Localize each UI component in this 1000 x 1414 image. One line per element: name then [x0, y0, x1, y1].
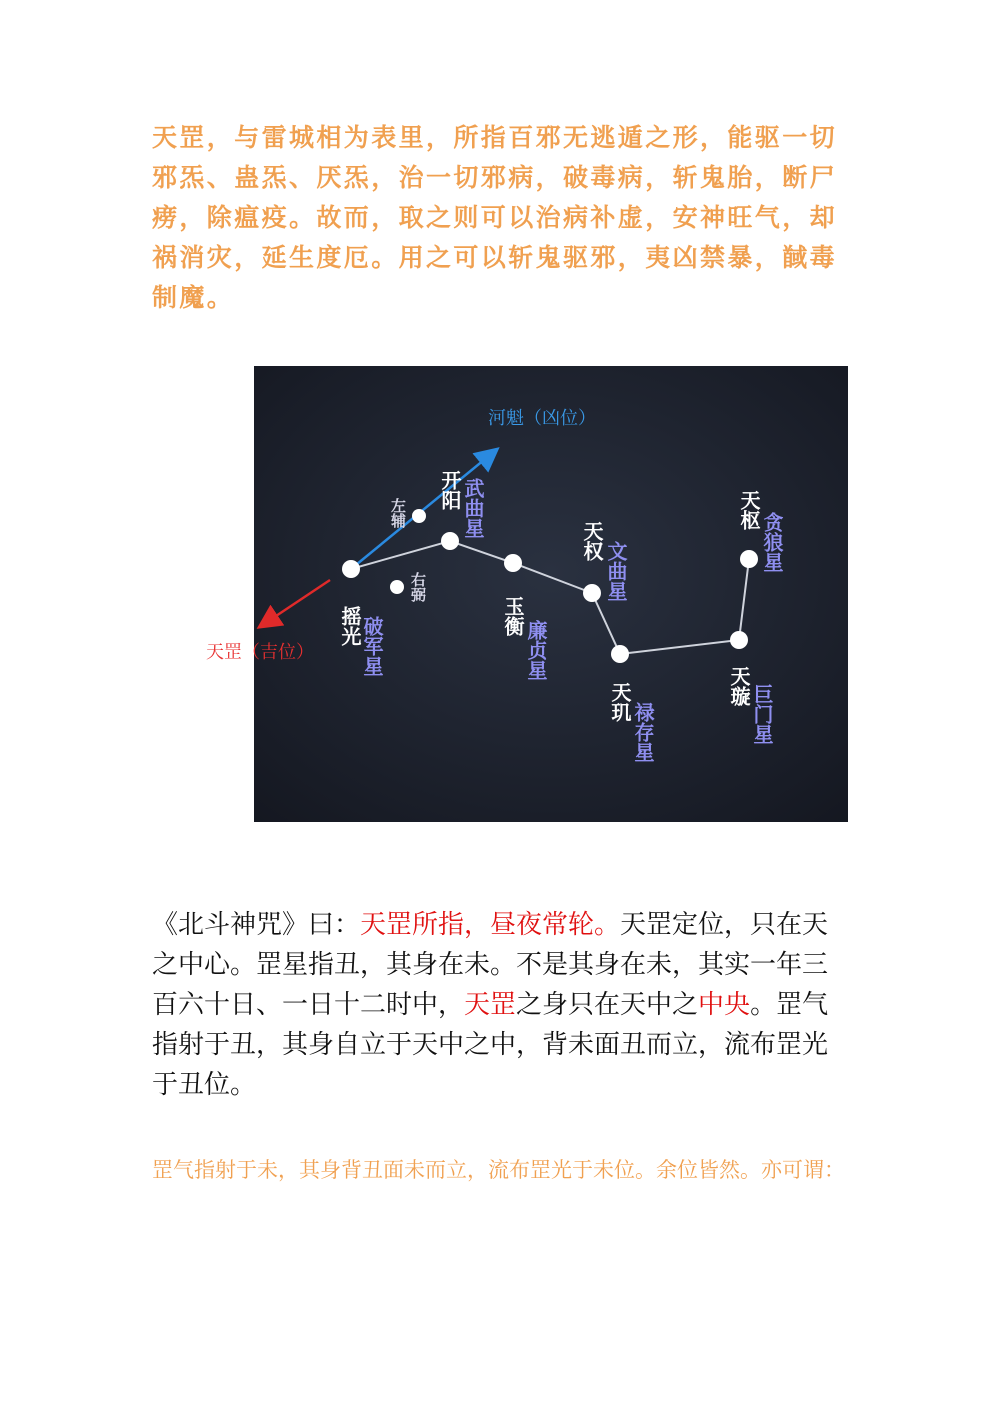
alias-yaoguang: 破军星 — [360, 616, 384, 676]
star-tianxuan — [730, 631, 748, 649]
star-yaoguang — [342, 560, 360, 578]
star-yuheng — [504, 554, 522, 572]
down-arrow-label: 天罡（吉位） — [206, 642, 314, 663]
star-kaiyang — [441, 532, 459, 550]
star-tianshu — [740, 550, 758, 568]
alias-tianquan: 文曲星 — [604, 541, 628, 601]
alias-kaiyang: 武曲星 — [461, 478, 485, 538]
quote-red-1: 天罡所指，昼夜常轮。 — [360, 910, 621, 940]
name-yaoguang: 摇光 — [338, 606, 362, 646]
name-tianxuan: 天璇 — [727, 666, 751, 706]
name-yuheng: 玉衡 — [501, 596, 525, 636]
name-youbi: 右弼 — [409, 572, 427, 602]
paragraph-orange-intro: 天罡，与雷城相为表里，所指百邪无逃遁之形，能驱一切邪炁、蛊炁、厌炁，治一切邪病，破毒病，斩鬼胎，断尸痨，除瘟疫。故而，取之则可以治病补虚，安神旺气，却祸消灾，延生度厄。用之可以斩鬼驱邪，夷凶禁暴，馘毒制魔。 — [152, 123, 838, 312]
name-tianquan: 天权 — [580, 521, 604, 561]
quote-part-2: 天罡定位，只在天之中心。罡星指丑，其身在未。不是其身在未，其实一年三百六十日、一日十二时中， — [152, 910, 829, 1020]
star-tianji — [611, 645, 629, 663]
name-tianshu: 天枢 — [737, 490, 761, 530]
up-arrow-label: 河魁（凶位） — [488, 408, 596, 429]
alias-tianshu: 贪狼星 — [760, 512, 784, 572]
alias-yuheng: 廉贞星 — [524, 620, 548, 680]
quote-part-3: 之身只在天中之 — [516, 990, 699, 1020]
paragraph-orange-closing: 罡气指射于未，其身背丑面未而立，流布罡光于未位。余位皆然。亦可谓： — [152, 1158, 845, 1182]
quote-red-2: 天罡 — [464, 990, 517, 1020]
diagram-background — [254, 366, 848, 822]
star-zuofu — [412, 509, 426, 523]
quote-part-4: 。罡气指射于丑，其身自立于天中之中，背未面丑而立，流布罡光于丑位。 — [152, 990, 829, 1100]
alias-tianji: 禄存星 — [631, 702, 655, 762]
quote-red-3: 中央 — [698, 990, 751, 1020]
paragraph-quote — [152, 905, 852, 1105]
big-dipper-diagram — [206, 366, 848, 822]
name-zuofu: 左辅 — [389, 498, 407, 528]
star-tianquan — [583, 584, 601, 602]
star-youbi — [390, 580, 404, 594]
name-tianji: 天玑 — [608, 682, 632, 722]
quote-part-1: 《北斗神咒》曰： — [152, 910, 361, 940]
name-kaiyang: 开阳 — [438, 470, 462, 510]
alias-tianxuan: 巨门星 — [750, 684, 774, 744]
